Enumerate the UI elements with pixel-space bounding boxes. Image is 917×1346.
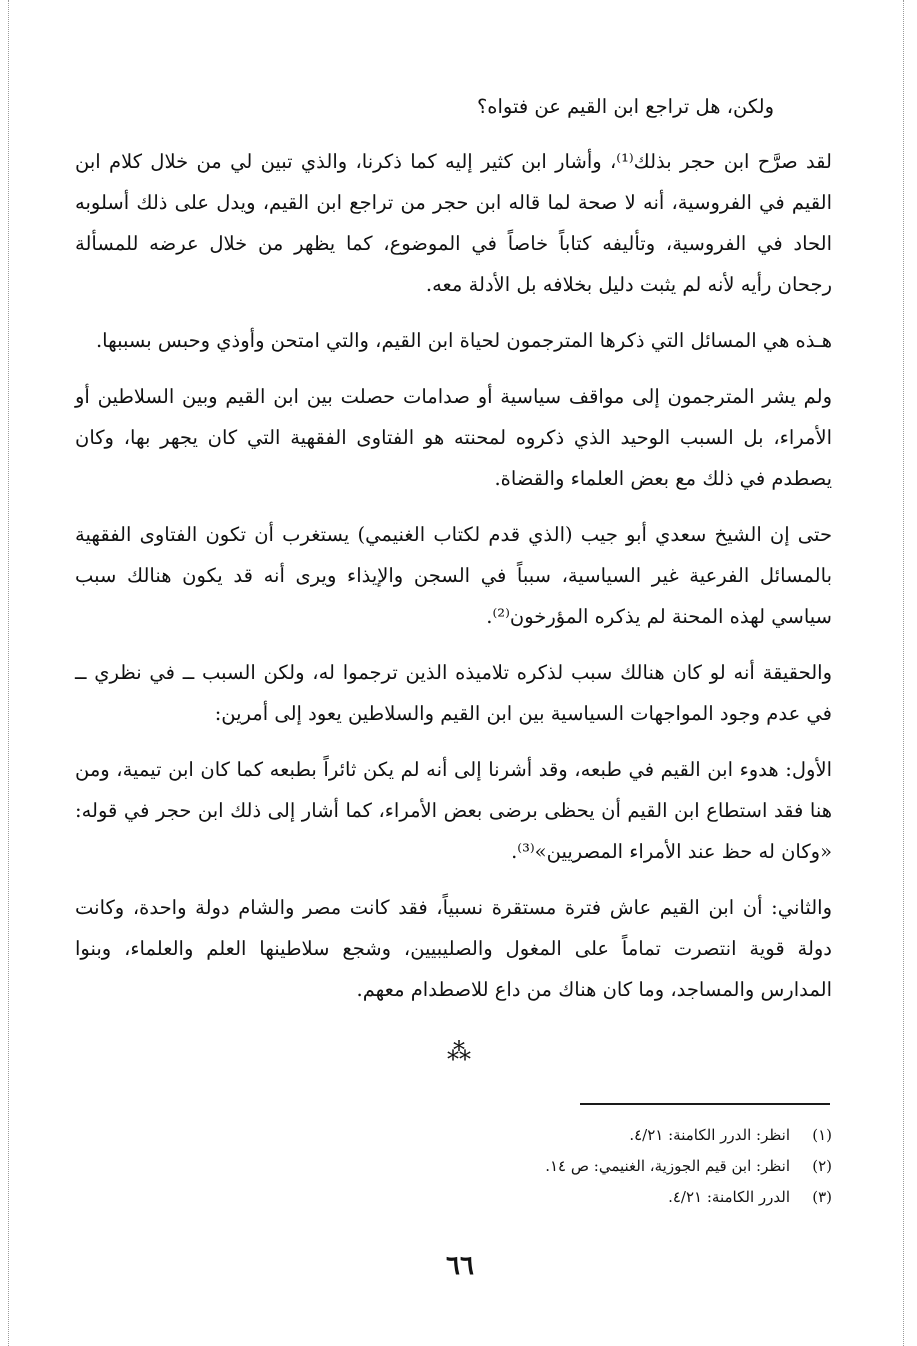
footnotes <box>272 1120 832 1213</box>
footnote-text: انظر: ابن قيم الجوزية، الغنيمي: ص ١٤. <box>545 1157 790 1175</box>
paragraph-translators: ولم يشر المترجمون إلى مواقف سياسية أو صدامات حصلت بين ابن القيم وبين السلاطين أو الأمراء، بل السبب الوحيد الذي ذكروه لمحنته هو الفتاوى الفقهية التي كان يجهر بها، وكان يصطدم في ذلك مع بعض العلماء والقضاة. <box>75 385 832 490</box>
paragraph-second-reason: والثاني: أن ابن القيم عاش فترة مستقرة نسبياً، فقد كانت مصر والشام دولة واحدة، وكانت دولة قوية انتصرت تماماً على المغول والصليبيين، وشجع سلاطينها العلم والعلماء، وبنوا المدارس والمساجد، وما كان هناك من داع للاصطدام معهم. <box>75 896 832 1001</box>
footnote-divider <box>580 1103 830 1105</box>
footnote-text: انظر: الدرر الكامنة: ٤/٢١. <box>629 1126 790 1144</box>
paragraph-question: ولكن، هل تراجع ابن القيم عن فتواه؟ <box>476 95 774 118</box>
scan-edge-right <box>903 0 904 1346</box>
footnote-number: (١) <box>812 1126 832 1144</box>
page-number: ٦٦ <box>446 1251 474 1281</box>
scan-edge-left <box>8 0 9 1346</box>
footnote-number: (٣) <box>812 1188 832 1206</box>
section-separator: ⁂ <box>447 1038 469 1066</box>
paragraph-issues: هـذه هي المسائل التي ذكرها المترجمون لحياة ابن القيم، والتي امتحن وأوذي وحبس بسببها. <box>95 329 832 352</box>
paragraph-reality: والحقيقة أنه لو كان هنالك سبب لذكره تلاميذه الذين ترجموا له، ولكن السبب ــ في نظري ــ في عدم وجود المواجهات السياسية بين ابن القيم والسلاطين يعود إلى أمرين: <box>75 661 832 725</box>
footnote-item <box>272 1182 832 1213</box>
paragraph-first-reason: الأول: هدوء ابن القيم في طبعه، وقد أشرنا إلى أنه لم يكن ثائراً بطبعه كما كان ابن تيمية، ومن هنا فقد استطاع ابن القيم أن يحظى برضى بعض الأمراء، كما أشار إلى ذلك ابن حجر في قوله: «وكان له حظ عند الأمراء المصريين»⁽³⁾. <box>75 758 832 863</box>
footnote-item <box>272 1120 832 1151</box>
footnote-text: الدرر الكامنة: ٤/٢١. <box>668 1188 790 1206</box>
paragraph-saadi: حتى إن الشيخ سعدي أبو جيب (الذي قدم لكتاب الغنيمي) يستغرب أن تكون الفتاوى الفقهية بالمسائل الفرعية غير السياسية، سبباً في السجن والإيذاء ويرى أنه قد يكون هنالك سبب سياسي لهذه المحنة لم يذكره المؤرخون⁽²⁾. <box>75 523 832 628</box>
paragraph-ibn-hajar: لقد صرَّح ابن حجر بذلك⁽¹⁾، وأشار ابن كثير إليه كما ذكرنا، والذي تبين لي من خلال كلام ابن القيم في الفروسية، أنه لا صحة لما قاله ابن حجر من تراجع ابن القيم، ويدل على ذلك أسلوبه الحاد في الفروسية، وتأليفه كتاباً خاصاً في الموضوع، كما يظهر من خلال عرضه للمسألة رجحان رأيه لأنه لم يثبت دليل بخلافه بل الأدلة معه. <box>75 150 832 296</box>
footnote-item <box>272 1151 832 1182</box>
footnote-number: (٢) <box>812 1157 832 1175</box>
main-text <box>75 86 832 1025</box>
